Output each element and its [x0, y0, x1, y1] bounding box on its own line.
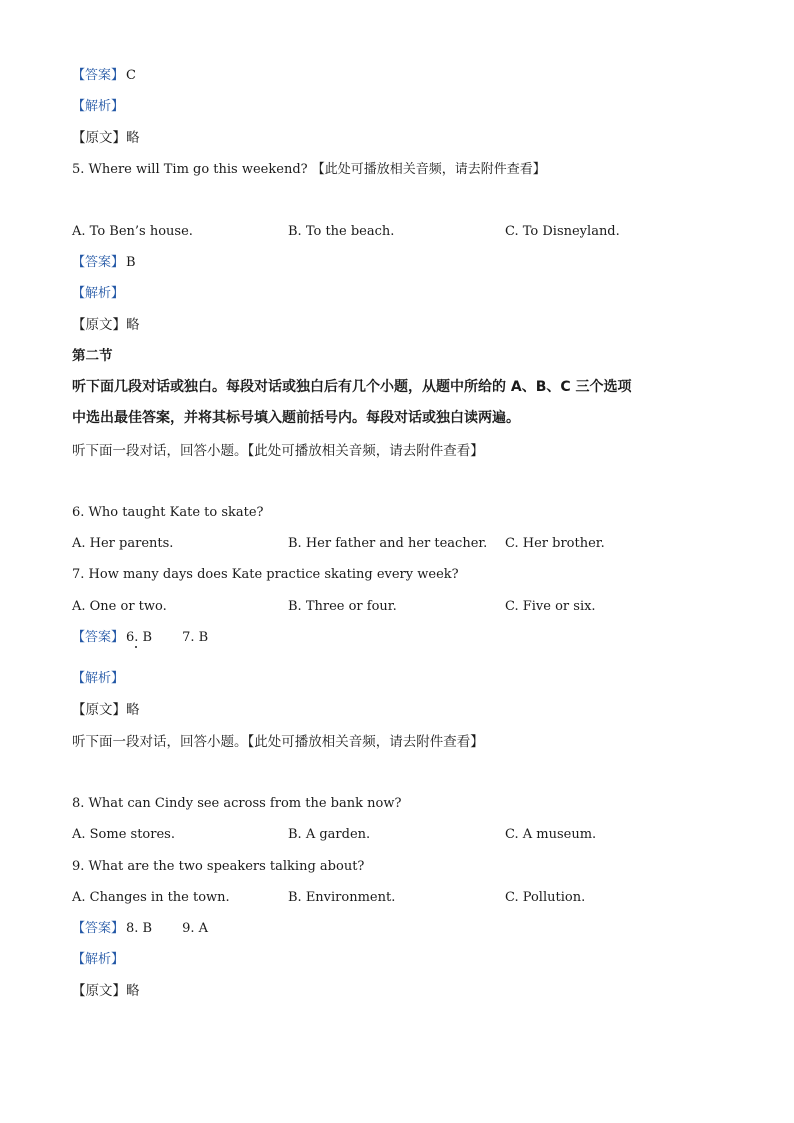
- original-value: 略: [126, 983, 140, 999]
- q6-option-b: B. Her father and her teacher.: [288, 536, 488, 551]
- analysis-line-q5: [72, 285, 124, 303]
- answer-q6: 6. B: [126, 630, 153, 645]
- q9-option-a: A. Changes in the town.: [72, 890, 230, 905]
- original-line-dialog-2: [72, 982, 140, 1000]
- dialog-1-prompt: 听下面一段对话，回答小题。【此处可播放相关音频，请去附件查看】: [72, 443, 484, 459]
- analysis-line-dialog-1: [72, 670, 124, 688]
- q7-option-b: B. Three or four.: [288, 599, 397, 614]
- q8-option-b: B. A garden.: [288, 827, 371, 842]
- answer-q7: 7. B: [182, 630, 209, 645]
- section-2-heading: 第二节: [72, 348, 113, 364]
- question-6: 6. Who taught Kate to skate?: [72, 505, 264, 520]
- original-tag: 【原文】: [72, 130, 126, 146]
- original-line-top: [72, 129, 140, 147]
- q7-option-a: A. One or two.: [72, 599, 167, 614]
- question-5: 5. Where will Tim go this weekend? 【此处可播放相关音频，请去附件查看】: [72, 162, 546, 177]
- q8-option-c: C. A museum.: [505, 827, 597, 842]
- analysis-tag: 【解析】: [72, 671, 125, 686]
- dialog-2-prompt: 听下面一段对话，回答小题。【此处可播放相关音频，请去附件查看】: [72, 734, 484, 750]
- section-2-instruction-1: 听下面几段对话或独白。每段对话或独白后有几个小题，从题中所给的 A、B、C 三个选项: [72, 379, 632, 395]
- q6-option-c: C. Her brother.: [505, 536, 605, 551]
- answer-line-dialog-2: [72, 920, 208, 938]
- original-tag: 【原文】: [72, 702, 126, 718]
- original-tag: 【原文】: [72, 317, 126, 333]
- answer-q9: 9. A: [182, 921, 209, 936]
- original-value: 略: [126, 130, 140, 146]
- q5-option-b: B. To the beach.: [288, 224, 395, 239]
- question-9: 9. What are the two speakers talking about?: [72, 859, 365, 874]
- q9-option-b: B. Environment.: [288, 890, 396, 905]
- answer-tag: 【答案】: [72, 630, 125, 645]
- analysis-tag: 【解析】: [72, 99, 125, 114]
- answer-value: C: [126, 68, 136, 83]
- q8-option-a: A. Some stores.: [72, 827, 175, 842]
- stray-dot: [135, 646, 137, 648]
- answer-tag: 【答案】: [72, 68, 125, 83]
- original-line-q5: [72, 316, 140, 334]
- q9-option-c: C. Pollution.: [505, 890, 586, 905]
- original-tag: 【原文】: [72, 983, 126, 999]
- answer-line-top: [72, 67, 136, 85]
- question-7: 7. How many days does Kate practice skating every week?: [72, 567, 459, 582]
- question-8: 8. What can Cindy see across from the bank now?: [72, 796, 402, 811]
- q6-option-a: A. Her parents.: [72, 536, 174, 551]
- q5-option-a: A. To Ben’s house.: [72, 224, 193, 239]
- analysis-line-dialog-2: [72, 951, 124, 969]
- answer-line-dialog-1: [72, 629, 208, 647]
- answer-tag: 【答案】: [72, 921, 125, 936]
- answer-value: B: [126, 255, 136, 270]
- answer-q8: 8. B: [126, 921, 153, 936]
- answer-line-q5: [72, 254, 136, 272]
- answer-tag: 【答案】: [72, 255, 125, 270]
- analysis-tag: 【解析】: [72, 286, 125, 301]
- section-2-instruction-2: 中选出最佳答案，并将其标号填入题前括号内。每段对话或独白读两遍。: [72, 410, 520, 426]
- analysis-line-top: [72, 98, 124, 116]
- original-value: 略: [126, 317, 140, 333]
- original-line-dialog-1: [72, 701, 140, 719]
- analysis-tag: 【解析】: [72, 952, 125, 967]
- q7-option-c: C. Five or six.: [505, 599, 596, 614]
- original-value: 略: [126, 702, 140, 718]
- q5-option-c: C. To Disneyland.: [505, 224, 620, 239]
